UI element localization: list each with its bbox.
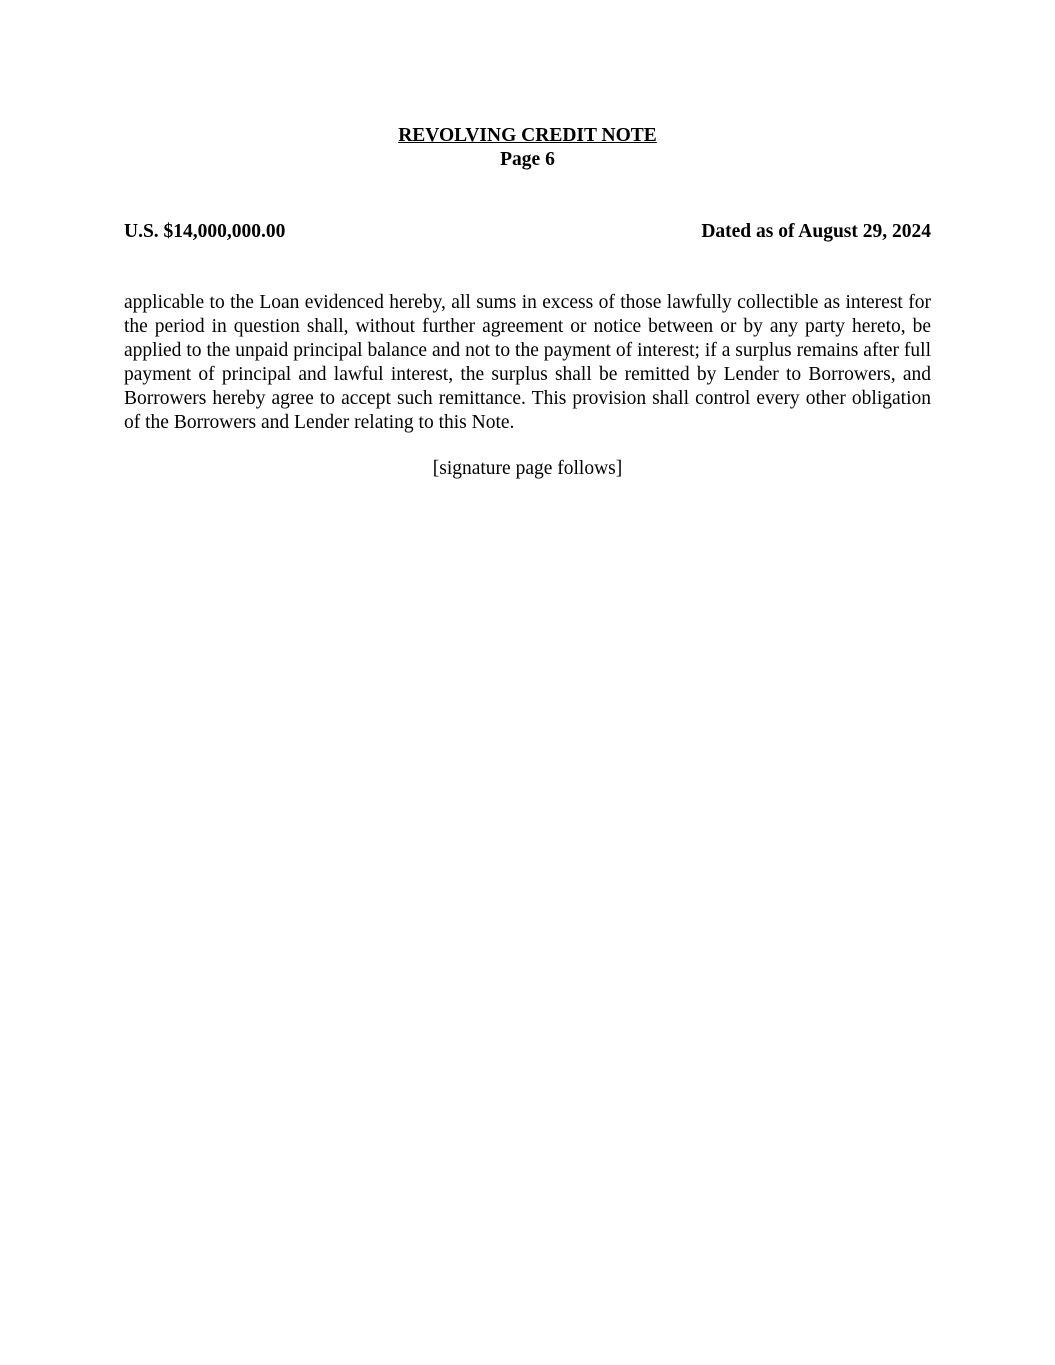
signature-page-note: [signature page follows] [432, 458, 623, 479]
document-title: REVOLVING CREDIT NOTE [398, 125, 657, 146]
page-number: Page 6 [500, 149, 555, 170]
body-paragraph: applicable to the Loan evidenced hereby, all sums in excess of those lawfully collectible as interest for the period in question shall, without further agreement or notice between or by any party hereto, be applied to the unpaid principal balance and not to the payment of interest; if a surplus remains after full payment of principal and lawful interest, the surplus shall be remitted by Lender to Borrowers, and Borrowers hereby agree to accept such remittance. This provision shall control every other obligation of the Borrowers and Lender relating to this Note. [124, 292, 931, 433]
note-date: Dated as of August 29, 2024 [701, 221, 931, 242]
note-amount: U.S. $14,000,000.00 [124, 221, 286, 242]
